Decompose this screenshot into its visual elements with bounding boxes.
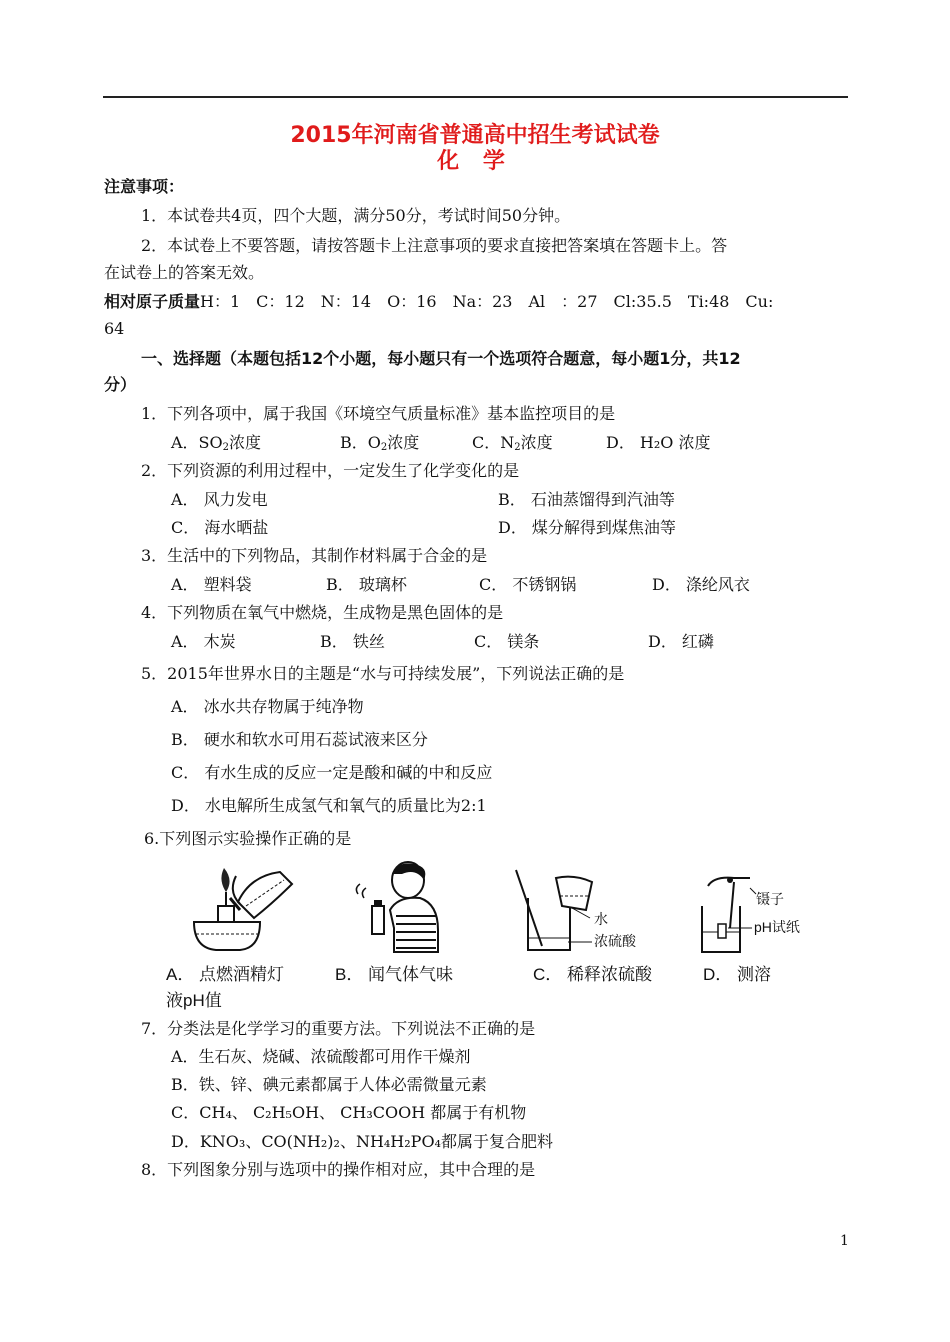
q6-figure-c-dilute-acid [512, 866, 642, 954]
q6-figure-b-smell-gas [350, 860, 442, 956]
q6-fig-d-tweezers-label: 镊子 [756, 891, 784, 907]
q6-fig-c-water-label: 水 [594, 911, 608, 927]
q1-stem: 1．下列各项中，属于我国《环境空气质量标准》基本监控项目的是 [141, 404, 616, 423]
q7-option-b: B．铁、锌、碘元素都属于人体必需微量元素 [171, 1075, 487, 1094]
q2-stem: 2．下列资源的利用过程中，一定发生了化学变化的是 [141, 461, 520, 480]
q1-option-b: B．$O_2$浓度 [340, 433, 420, 453]
q6-option-b: B． 闻气体气味 [335, 965, 454, 984]
q8-stem: 8．下列图象分别与选项中的操作相对应，其中合理的是 [141, 1160, 536, 1179]
q4-option-d: D． 红磷 [648, 632, 714, 651]
q6-figure-d-measure-ph [694, 868, 814, 956]
notice-item-1: 1．本试卷共4页，四个大题，满分50分，考试时间50分钟。 [141, 206, 571, 225]
q7-option-c: C．CH₄、 C₂H₅OH、 CH₃COOH 都属于有机物 [171, 1103, 527, 1122]
page-number: 1 [840, 1233, 849, 1249]
notice-heading: 注意事项： [104, 177, 185, 196]
q4-option-a: A． 木炭 [171, 632, 236, 651]
atomic-mass-line [104, 291, 773, 313]
q5-option-c: C． 有水生成的反应一定是酸和碱的中和反应 [171, 763, 493, 782]
q4-option-c: C． 镁条 [474, 632, 540, 651]
q3-option-a: A． 塑料袋 [171, 575, 252, 594]
q4-option-b: B． 铁丝 [320, 632, 385, 651]
q6-option-d-cont: 液pH值 [166, 991, 222, 1010]
q1-option-c: C．$N_2$浓度 [472, 433, 553, 453]
q6-option-a: A． 点燃酒精灯 [166, 965, 285, 984]
notice-item-2-cont: 在试卷上的答案无效。 [104, 263, 265, 282]
notice-item-2: 2．本试卷上不要答题，请按答题卡上注意事项的要求直接把答案填在答题卡上。答 [141, 236, 728, 255]
exam-subject: 化 学 [437, 149, 513, 174]
q6-option-c: C． 稀释浓硫酸 [533, 965, 652, 984]
q5-option-a: A． 冰水共存物属于纯净物 [171, 697, 364, 716]
q6-fig-c-acid-label: 浓硫酸 [594, 933, 636, 949]
section1-heading: 一、选择题（本题包括12个小题，每小题只有一个选项符合题意，每小题1分，共12 [141, 349, 741, 368]
q3-option-c: C． 不锈钢锅 [479, 575, 577, 594]
q2-option-c: C． 海水晒盐 [171, 518, 269, 537]
section1-heading-cont: 分） [104, 375, 137, 394]
q3-option-d: D． 涤纶风衣 [652, 575, 750, 594]
atomic-mass-values: H：1 C：12 N：14 O：16 Na：23 Al ：27 Cl:35.5 Ti:48 Cu: [200, 292, 774, 311]
q6-fig-d-paper-label: pH试纸 [754, 919, 800, 935]
q6-figure-a-alcohol-lamp [188, 862, 300, 954]
q5-stem: 5．2015年世界水日的主题是“水与可持续发展”，下列说法正确的是 [141, 664, 625, 683]
q1-option-a: A．$SO_2$浓度 [171, 433, 262, 453]
q5-option-d: D． 水电解所生成氢气和氧气的质量比为2:1 [171, 796, 487, 815]
q6-option-d: D． 测溶 [703, 965, 771, 984]
q5-option-b: B． 硬水和软水可用石蕊试液来区分 [171, 730, 428, 749]
exam-title: 2015年河南省普通高中招生考试试卷 [290, 123, 660, 148]
q3-option-b: B． 玻璃杯 [326, 575, 407, 594]
header-rule [103, 96, 848, 98]
atomic-mass-label: 相对原子质量 [104, 292, 201, 311]
q7-option-a: A．生石灰、烧碱、浓硫酸都可用作干燥剂 [171, 1047, 471, 1066]
q3-stem: 3．生活中的下列物品，其制作材料属于合金的是 [141, 546, 488, 565]
q2-option-a: A． 风力发电 [171, 490, 268, 509]
q2-option-d: D． 煤分解得到煤焦油等 [498, 518, 676, 537]
atomic-mass-cont: 64 [104, 319, 125, 338]
q1-option-d: D． H₂O 浓度 [606, 433, 711, 452]
q7-stem: 7．分类法是化学学习的重要方法。下列说法不正确的是 [141, 1019, 536, 1038]
q2-option-b: B． 石油蒸馏得到汽油等 [498, 490, 675, 509]
q4-stem: 4．下列物质在氧气中燃烧，生成物是黑色固体的是 [141, 603, 504, 622]
q6-stem: 6.下列图示实验操作正确的是 [144, 829, 352, 848]
q7-option-d: D．KNO₃、CO(NH₂)₂、NH₄H₂PO₄都属于复合肥料 [171, 1132, 553, 1151]
